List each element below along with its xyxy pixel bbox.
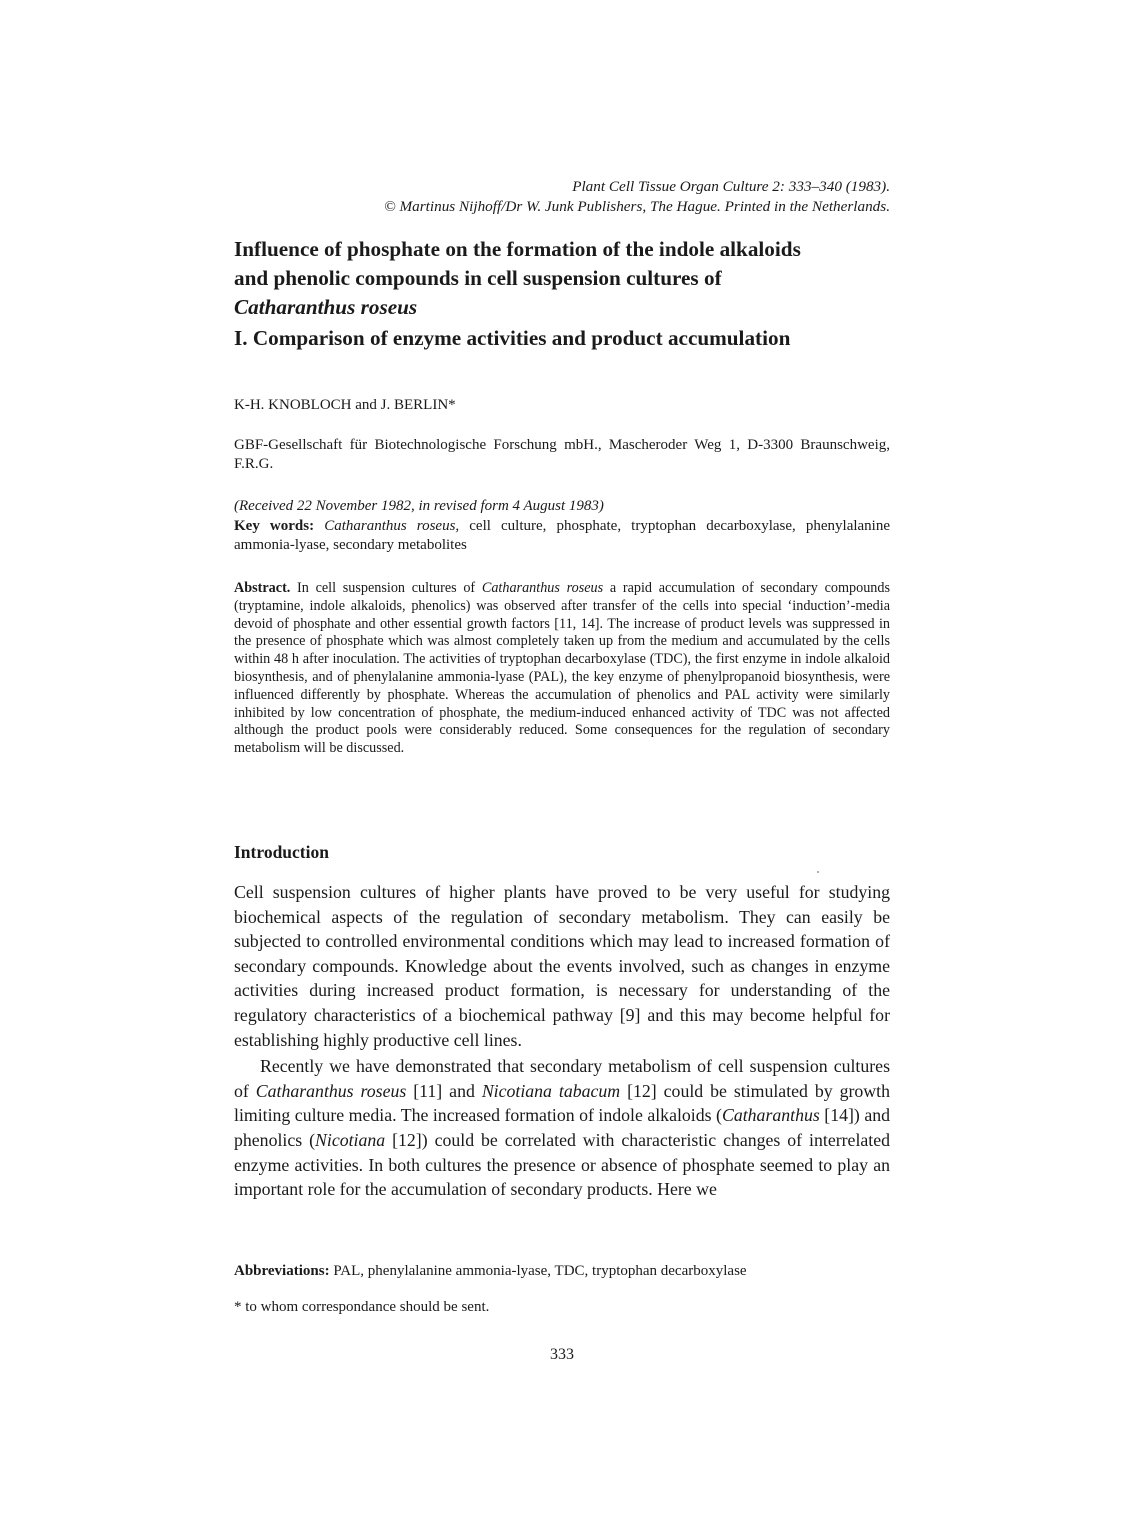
journal-header xyxy=(234,177,890,217)
keywords-list: cell culture, phosphate, tryptophan decarboxylase, phenylalanine ammonia-lyase, secondary metabolites xyxy=(234,518,890,553)
keywords xyxy=(234,517,890,555)
article-title xyxy=(234,235,890,353)
title-line-3: Catharanthus roseus xyxy=(234,295,418,319)
paragraph xyxy=(234,1054,890,1202)
abstract-text-2: a rapid accumulation of secondary compounds (tryptamine, indole alkaloids, phenolics) was observed after transfer of the cells into special ‘induction’-media devoid of phosphate and other essential growth factors [11, 14]. The increase of product levels was suppressed in the presence of phosphate which was almost completely taken up from the medium and accumulated by the cells within 48 h after inoculation. The activities of tryptophan decarboxylase (TDC), the first enzyme in indole alkaloid biosynthesis, and of phenylalanine ammonia-lyase (PAL), the key enzyme of phenylpropanoid biosynthesis, were influenced differently by phosphate. Whereas the accumulation of phenolics and PAL activity were similarly inhibited by low concentration of phosphate, the medium-induced enhanced activity of TDC was not affected although the product pools were considerably reduced. Some consequences for the regulation of secondary metabolism will be discussed. xyxy=(234,580,891,757)
keywords-label: Key words: xyxy=(234,518,315,534)
authors: K-H. KNOBLOCH and J. BERLIN* xyxy=(234,397,456,413)
species-name: Catharanthus roseus xyxy=(255,1080,407,1101)
species-name: Nicotiana xyxy=(315,1129,386,1150)
section-heading-introduction: Introduction xyxy=(234,842,329,862)
text-run: [14]) and phenolics ( xyxy=(234,1105,891,1150)
text-run: [12]) could be correlated with characteristic changes of interrelated enzyme activities. In both cultures the presence or absence of phosphate seemed to play an important role for the accumulation of secondary products. Here we xyxy=(234,1129,890,1200)
title-line-1: Influence of phosphate on the formation of the indole alkaloids xyxy=(234,237,801,261)
abbreviations xyxy=(234,1261,890,1281)
text-run: [12] could be stimulated by growth limiting culture media. The increased formation of indole alkaloids ( xyxy=(234,1080,890,1126)
species-name: Catharanthus xyxy=(721,1105,820,1126)
article-subtitle: I. Comparison of enzyme activities and product accumulation xyxy=(234,326,791,350)
title-line-2: and phenolic compounds in cell suspension cultures of xyxy=(234,266,722,290)
abbreviations-label: Abbreviations: xyxy=(234,1263,330,1279)
received-date: (Received 22 November 1982, in revised form 4 August 1983) xyxy=(234,498,604,514)
text-run: Recently we have demonstrated that secondary metabolism of cell suspension cultures of xyxy=(234,1056,890,1101)
scan-speck xyxy=(817,871,819,873)
journal-citation: Plant Cell Tissue Organ Culture 2: 333–340 (1983). xyxy=(572,178,890,195)
abstract xyxy=(234,580,890,758)
publisher-line: © Martinus Nijhoff/Dr W. Junk Publishers, The Hague. Printed in the Netherlands. xyxy=(384,198,890,215)
affiliation: GBF-Gesellschaft für Biotechnologische Forschung mbH., Mascheroder Weg 1, D-3300 Braunschweig, F.R.G. xyxy=(234,437,890,472)
species-name: Nicotiana tabacum xyxy=(481,1080,621,1101)
abstract-species: Catharanthus roseus xyxy=(481,580,604,596)
abbreviations-text: PAL, phenylalanine ammonia-lyase, TDC, tryptophan decarboxylase xyxy=(329,1263,747,1279)
introduction-body xyxy=(234,880,890,1202)
abstract-label: Abstract. xyxy=(234,580,291,596)
keywords-species: Catharanthus roseus, xyxy=(324,518,460,534)
page-number: 333 xyxy=(550,1346,574,1363)
text-run: [11] and xyxy=(406,1080,482,1101)
paragraph: Cell suspension cultures of higher plants have proved to be very useful for studying biochemical aspects of the regulation of secondary metabolism. They can easily be subjected to controlled environmental conditions which may lead to increased formation of secondary compounds. Knowledge about the events involved, such as changes in enzyme activities during increased product formation, is necessary for understanding of the regulatory characteristics of a biochemical pathway [9] and this may become helpful for establishing highly productive cell lines. xyxy=(234,882,890,1050)
abstract-text-1: In cell suspension cultures of xyxy=(290,580,482,596)
footnote: * to whom correspondance should be sent. xyxy=(234,1299,490,1315)
